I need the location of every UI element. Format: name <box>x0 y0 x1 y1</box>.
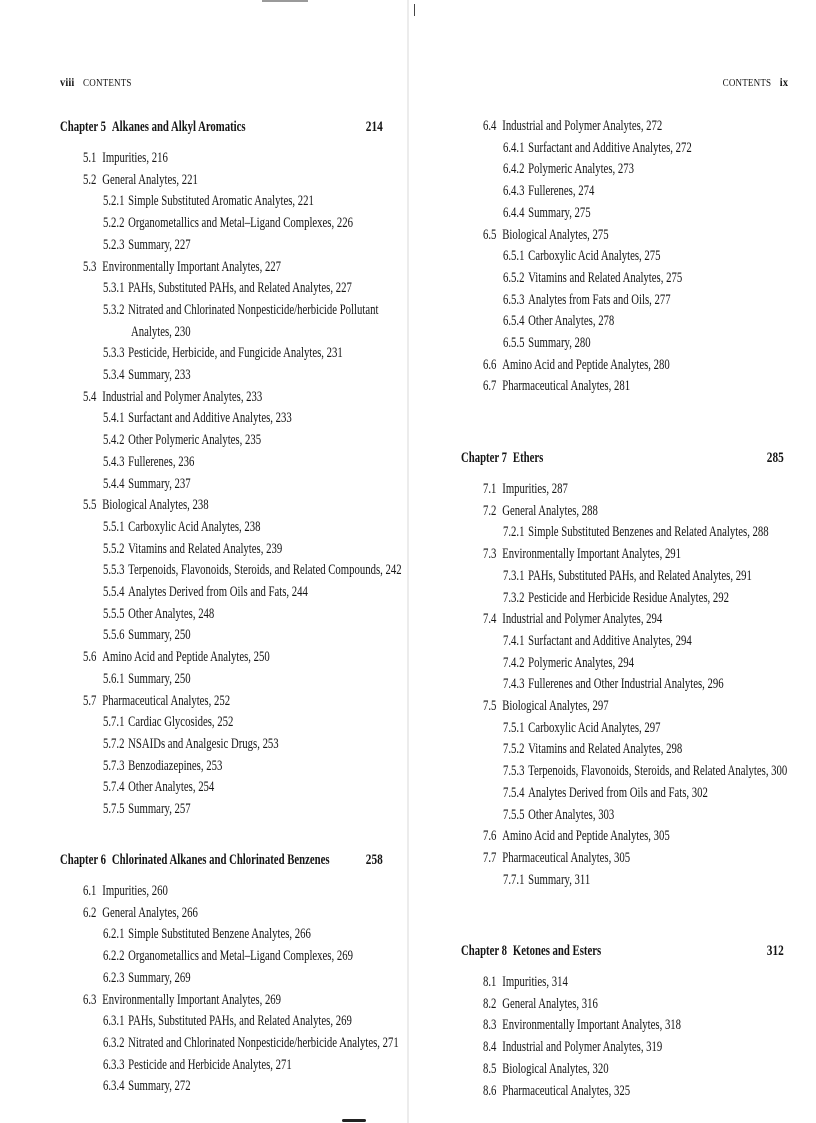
toc-entry <box>483 849 630 867</box>
toc-entry <box>503 589 729 607</box>
toc-entry-text: Fullerenes, 236 <box>128 453 195 470</box>
right-page <box>408 0 816 1123</box>
toc-entry <box>103 301 378 319</box>
toc-entry <box>83 171 198 189</box>
chapter-heading <box>461 449 543 467</box>
toc-entry-text: Amino Acid and Peptide Analytes, 250 <box>102 649 270 666</box>
toc-entry-text: Carboxylic Acid Analytes, 275 <box>528 248 661 265</box>
toc-entry-number: 5.5.5 <box>103 605 125 622</box>
toc-entry-number: 7.5.5 <box>503 806 525 823</box>
toc-entry-number: 7.3 <box>483 546 497 563</box>
toc-entry-number: 6.4.4 <box>503 204 525 221</box>
chapter-label: Chapter 5 <box>60 119 107 135</box>
toc-entry-number: 5.4.3 <box>103 453 125 470</box>
toc-entry-text: Biological Analytes, 297 <box>502 698 609 714</box>
toc-entry-text: General Analytes, 221 <box>102 171 198 188</box>
toc-entry-number: 7.2.1 <box>503 524 525 541</box>
toc-entry <box>103 778 214 796</box>
toc-entry-text: Vitamins and Related Analytes, 275 <box>528 269 683 286</box>
running-head-title: CONTENTS <box>83 78 132 89</box>
toc-entry-text: Pesticide and Herbicide Analytes, 271 <box>128 1056 292 1073</box>
page-folio: ix <box>779 75 788 89</box>
toc-entry-number: 6.2.3 <box>103 969 125 986</box>
toc-entry <box>503 269 682 287</box>
toc-entry-text: Amino Acid and Peptide Analytes, 280 <box>502 356 670 373</box>
toc-entry-number: 6.4 <box>483 118 497 134</box>
toc-entry-text: Benzodiazepines, 253 <box>128 757 223 774</box>
toc-entry-text: Other Polymeric Analytes, 235 <box>128 432 262 449</box>
toc-entry <box>103 626 191 644</box>
chapter-title: Ethers <box>512 450 544 466</box>
toc-entry-number: 8.6 <box>483 1082 497 1099</box>
toc-entry <box>103 713 233 731</box>
toc-entry <box>103 344 343 362</box>
toc-entry-text: Pesticide and Herbicide Residue Analytes, 292 <box>528 589 730 606</box>
toc-entry-number: 5.3.2 <box>103 301 125 318</box>
toc-entry-text: Summary, 237 <box>128 475 191 492</box>
toc-entry <box>483 827 670 845</box>
toc-entry-text: Vitamins and Related Analytes, 298 <box>528 741 683 758</box>
toc-entry <box>503 291 671 309</box>
toc-entry-text: Summary, 272 <box>128 1078 191 1095</box>
toc-entry-text: Summary, 233 <box>128 367 191 383</box>
toc-entry-text: Environmentally Important Analytes, 269 <box>102 991 282 1008</box>
toc-entry <box>483 1016 681 1034</box>
toc-entry-number: 8.5 <box>483 1060 497 1077</box>
toc-entry-text: Summary, 275 <box>528 204 591 221</box>
toc-entry-number: 7.4.3 <box>503 676 525 693</box>
toc-entry <box>103 1034 399 1052</box>
toc-entry-number: 7.3.1 <box>503 567 525 584</box>
toc-entry <box>103 969 191 987</box>
toc-entry <box>503 719 660 737</box>
toc-entry <box>103 366 191 384</box>
toc-entry-text: Simple Substituted Aromatic Analytes, 221 <box>128 193 314 210</box>
toc-entry-text: Other Analytes, 278 <box>528 313 615 330</box>
toc-entry <box>103 583 308 601</box>
chapter-heading <box>60 118 246 136</box>
toc-entry-text: Environmentally Important Analytes, 318 <box>502 1017 682 1034</box>
toc-entry-text: Other Analytes, 254 <box>128 779 215 796</box>
toc-entry-number: 8.1 <box>483 974 497 990</box>
toc-entry-text: Organometallics and Metal–Ligand Complexes, 269 <box>128 948 353 965</box>
toc-entry-number: 7.5.4 <box>503 784 525 801</box>
toc-entry <box>103 453 194 471</box>
toc-entry-number: 7.4 <box>483 611 497 628</box>
toc-entry <box>503 675 724 693</box>
chapter-label: Chapter 8 <box>461 943 508 959</box>
toc-entry-number: 7.6 <box>483 828 497 845</box>
toc-entry-number: 5.6 <box>83 649 97 666</box>
toc-entry <box>503 762 787 780</box>
toc-entry <box>103 947 353 965</box>
toc-entry-number: 6.3 <box>83 991 97 1008</box>
toc-entry <box>103 925 311 943</box>
toc-entry-text: NSAIDs and Analgesic Drugs, 253 <box>128 735 279 752</box>
toc-entry <box>483 1038 662 1056</box>
toc-entry <box>503 160 634 178</box>
toc-entry <box>103 800 191 818</box>
toc-entry-number: 6.5 <box>483 226 497 243</box>
toc-entry-text: Biological Analytes, 238 <box>102 497 209 514</box>
toc-entry <box>503 312 614 330</box>
toc-entry <box>103 1077 191 1095</box>
toc-entry <box>483 545 681 563</box>
toc-entry-number: 5.5.1 <box>103 518 125 535</box>
toc-entry-text: Fullerenes and Other Industrial Analytes, 296 <box>528 676 724 693</box>
toc-entry-number: 7.1 <box>483 481 497 497</box>
toc-entry <box>503 871 590 889</box>
toc-entry <box>103 518 260 536</box>
toc-entry-text: Organometallics and Metal–Ligand Complexes, 226 <box>128 215 353 232</box>
chapter-page-number: 258 <box>366 852 383 868</box>
toc-entry-number: 6.3.1 <box>103 1013 125 1030</box>
toc-entry-text: Analytes Derived from Oils and Fats, 244 <box>128 584 308 600</box>
toc-entry-number: 5.2 <box>83 171 97 188</box>
toc-entry-text: Impurities, 314 <box>502 974 568 990</box>
toc-entry-number: 5.4.1 <box>103 410 125 427</box>
toc-entry-number: 6.2.2 <box>103 948 125 965</box>
toc-entry-number: 6.2 <box>83 904 97 921</box>
toc-entry-text: Summary, 250 <box>128 670 191 687</box>
toc-entry-text: Summary, 250 <box>128 627 191 644</box>
toc-entry-text: Pesticide, Herbicide, and Fungicide Analytes, 231 <box>128 345 343 362</box>
toc-entry-number: 7.7 <box>483 849 497 866</box>
toc-entry-text: Nitrated and Chlorinated Nonpesticide/herbicide Pollutant <box>128 301 379 318</box>
toc-entry <box>503 784 708 802</box>
toc-entry-number: 7.2 <box>483 502 497 519</box>
toc-entry <box>103 475 191 493</box>
toc-entry-number: 5.2.2 <box>103 215 125 232</box>
toc-entry-text: Biological Analytes, 320 <box>502 1060 609 1077</box>
toc-entry <box>483 995 598 1013</box>
chapter-page-number: 312 <box>767 943 784 959</box>
toc-entry-number: 5.7.1 <box>103 714 125 731</box>
toc-entry-text: Other Analytes, 303 <box>528 806 615 823</box>
toc-entry <box>103 279 352 297</box>
toc-entry <box>103 1012 352 1030</box>
toc-entry-number: 5.4.2 <box>103 432 125 449</box>
toc-entry-number: 5.5.3 <box>103 562 125 579</box>
toc-entry <box>103 409 292 427</box>
toc-entry-number: 5.6.1 <box>103 670 125 687</box>
toc-entry-text: Analytes from Fats and Oils, 277 <box>528 291 671 308</box>
toc-entry-number: 6.3.2 <box>103 1034 125 1051</box>
toc-entry <box>503 632 692 650</box>
toc-entry <box>503 247 660 265</box>
chapter-title: Ketones and Esters <box>512 943 602 959</box>
toc-entry-number: 5.2.1 <box>103 193 125 210</box>
toc-entry-text: Summary, 227 <box>128 236 191 253</box>
toc-entry-text: Summary, 280 <box>528 335 591 351</box>
toc-entry-text: Industrial and Polymer Analytes, 319 <box>502 1039 663 1056</box>
toc-entry <box>83 692 230 710</box>
toc-entry-number: 7.4.2 <box>503 654 525 671</box>
toc-entry <box>131 323 191 341</box>
toc-entry-number: 6.5.4 <box>503 313 525 330</box>
toc-entry-text: Simple Substituted Benzenes and Related Analytes, 288 <box>528 524 769 541</box>
toc-entry <box>103 236 191 254</box>
toc-entry-number: 5.3.3 <box>103 345 125 362</box>
toc-entry-text: Other Analytes, 248 <box>128 605 215 622</box>
toc-entry-text: PAHs, Substituted PAHs, and Related Analytes, 227 <box>128 280 352 297</box>
toc-entry-number: 6.6 <box>483 356 497 373</box>
toc-entry <box>483 117 662 135</box>
toc-entry-number: 7.5.1 <box>503 719 525 736</box>
toc-entry <box>503 182 594 200</box>
toc-entry-text: Pharmaceutical Analytes, 281 <box>502 378 631 395</box>
toc-entry-number: 5.7.5 <box>103 801 125 817</box>
chapter-heading <box>60 851 330 869</box>
toc-entry-text: General Analytes, 288 <box>502 502 598 519</box>
toc-entry-text: Surfactant and Additive Analytes, 272 <box>528 139 692 156</box>
toc-entry-text: Surfactant and Additive Analytes, 294 <box>528 632 692 649</box>
toc-entry <box>483 502 598 520</box>
toc-entry <box>103 431 261 449</box>
toc-entry-text: Vitamins and Related Analytes, 239 <box>128 540 283 557</box>
toc-entry-text: Summary, 269 <box>128 969 191 986</box>
toc-entry-number: 5.7 <box>83 692 97 709</box>
toc-entry-number: 6.5.2 <box>503 269 525 286</box>
toc-entry-text: Pharmaceutical Analytes, 325 <box>502 1082 631 1099</box>
toc-entry <box>103 192 314 210</box>
toc-entry-number: 5.7.3 <box>103 757 125 774</box>
toc-entry-text: Analytes Derived from Oils and Fats, 302 <box>528 784 708 801</box>
toc-entry <box>83 904 198 922</box>
toc-entry <box>83 258 281 276</box>
toc-entry-number: 6.3.4 <box>103 1078 125 1095</box>
toc-entry-number: 7.5.2 <box>503 741 525 758</box>
toc-entry <box>483 377 630 395</box>
toc-entry <box>83 882 168 900</box>
toc-entry-number: 6.4.2 <box>503 161 525 178</box>
toc-entry-number: 6.7 <box>483 378 497 395</box>
toc-entry <box>483 226 609 244</box>
toc-entry-number: 7.7.1 <box>503 871 525 888</box>
toc-entry-number: 5.3.4 <box>103 367 125 383</box>
toc-entry-number: 7.3.2 <box>503 589 525 606</box>
toc-entry-number: 8.4 <box>483 1039 497 1056</box>
toc-entry-text: Pharmaceutical Analytes, 252 <box>102 692 231 709</box>
toc-entry-number: 7.5.3 <box>503 763 525 780</box>
toc-entry-number: 5.7.4 <box>103 779 125 796</box>
toc-entry <box>103 735 279 753</box>
toc-entry-text: Amino Acid and Peptide Analytes, 305 <box>502 828 670 845</box>
toc-entry-text: Carboxylic Acid Analytes, 238 <box>128 518 261 535</box>
toc-entry <box>103 540 282 558</box>
toc-entry-text: Terpenoids, Flavonoids, Steroids, and Related Compounds, 242 <box>128 562 402 579</box>
toc-entry-text: Environmentally Important Analytes, 291 <box>502 546 682 563</box>
toc-entry-text: Biological Analytes, 275 <box>502 226 609 243</box>
toc-entry-number: 5.5.4 <box>103 584 125 600</box>
toc-entry <box>503 334 591 352</box>
toc-entry-text: Cardiac Glycosides, 252 <box>128 714 234 731</box>
toc-entry <box>503 204 591 222</box>
toc-entry-text: PAHs, Substituted PAHs, and Related Analytes, 291 <box>528 567 752 584</box>
toc-entry-number: 7.4.1 <box>503 632 525 649</box>
toc-entry-number: 6.3.3 <box>103 1056 125 1073</box>
toc-entry-number: 6.5.5 <box>503 335 525 351</box>
toc-entry-text: Surfactant and Additive Analytes, 233 <box>128 410 292 427</box>
toc-entry <box>83 496 209 514</box>
toc-entry <box>103 1056 292 1074</box>
toc-entry-number: 5.4.4 <box>103 475 125 492</box>
toc-entry <box>83 149 168 167</box>
toc-entry-number: 6.4.3 <box>503 183 525 200</box>
toc-entry <box>83 648 270 666</box>
toc-entry-text: Impurities, 260 <box>102 883 168 899</box>
toc-entry-text: Summary, 311 <box>528 871 591 888</box>
toc-entry <box>483 697 609 715</box>
toc-entry-number: 5.7.2 <box>103 735 125 752</box>
toc-entry-number: 5.5 <box>83 497 97 514</box>
toc-entry <box>483 1082 630 1100</box>
chapter-page-number: 285 <box>767 450 784 466</box>
toc-entry <box>503 567 752 585</box>
toc-entry <box>103 605 214 623</box>
toc-entry-number: 5.3 <box>83 258 97 275</box>
page-folio: viii <box>60 75 75 89</box>
toc-entry <box>83 991 281 1009</box>
toc-entry-number: 6.2.1 <box>103 926 125 943</box>
running-head-left <box>60 75 132 90</box>
toc-entry-text: Industrial and Polymer Analytes, 294 <box>502 611 663 628</box>
toc-entry-text: Industrial and Polymer Analytes, 272 <box>502 118 663 134</box>
toc-entry-text: Analytes, 230 <box>131 323 191 340</box>
toc-entry-number: 6.4.1 <box>503 139 525 156</box>
toc-entry <box>503 806 614 824</box>
toc-entry-number: 5.5.2 <box>103 540 125 557</box>
toc-entry-text: General Analytes, 266 <box>102 904 198 921</box>
running-head-right <box>722 75 788 90</box>
toc-entry-number: 5.5.6 <box>103 627 125 644</box>
toc-entry <box>483 356 670 374</box>
toc-entry-number: 5.4 <box>83 388 97 405</box>
toc-entry-text: Impurities, 216 <box>102 150 168 166</box>
toc-entry <box>483 1060 609 1078</box>
toc-entry-text: Terpenoids, Flavonoids, Steroids, and Related Analytes, 300 <box>528 763 788 780</box>
toc-entry <box>503 523 769 541</box>
toc-entry <box>103 214 353 232</box>
chapter-heading <box>461 942 601 960</box>
toc-entry <box>483 610 662 628</box>
toc-entry <box>483 480 568 498</box>
toc-entry <box>103 561 402 579</box>
toc-entry <box>83 388 262 406</box>
toc-entry-text: Nitrated and Chlorinated Nonpesticide/herbicide Analytes, 271 <box>128 1034 399 1051</box>
toc-entry <box>483 973 568 991</box>
toc-entry <box>503 654 634 672</box>
chapter-page-number: 214 <box>366 119 383 135</box>
toc-entry-text: Simple Substituted Benzene Analytes, 266 <box>128 926 311 943</box>
toc-entry-text: Pharmaceutical Analytes, 305 <box>502 849 631 866</box>
toc-entry <box>103 670 191 688</box>
toc-entry-number: 7.5 <box>483 698 497 714</box>
toc-entry-text: Polymeric Analytes, 294 <box>528 654 634 671</box>
chapter-title: Alkanes and Alkyl Aromatics <box>111 119 246 135</box>
toc-entry-text: Summary, 257 <box>128 801 191 817</box>
toc-entry-number: 5.2.3 <box>103 236 125 253</box>
toc-entry-text: Environmentally Important Analytes, 227 <box>102 258 282 275</box>
toc-entry-text: Impurities, 287 <box>502 481 568 497</box>
toc-entry-text: Industrial and Polymer Analytes, 233 <box>102 388 263 405</box>
toc-entry-text: Polymeric Analytes, 273 <box>528 161 634 178</box>
toc-entry-text: General Analytes, 316 <box>502 995 598 1012</box>
toc-entry-text: PAHs, Substituted PAHs, and Related Analytes, 269 <box>128 1013 352 1030</box>
toc-entry-number: 6.1 <box>83 883 97 899</box>
toc-entry-number: 8.2 <box>483 995 497 1012</box>
toc-entry-number: 5.3.1 <box>103 280 125 297</box>
toc-entry-number: 6.5.1 <box>503 248 525 265</box>
toc-entry <box>103 757 222 775</box>
chapter-label: Chapter 7 <box>461 450 508 466</box>
toc-entry-number: 6.5.3 <box>503 291 525 308</box>
running-head-title: CONTENTS <box>722 78 772 89</box>
chapter-label: Chapter 6 <box>60 852 107 868</box>
toc-entry-text: Carboxylic Acid Analytes, 297 <box>528 719 661 736</box>
toc-entry <box>503 139 692 157</box>
toc-entry <box>503 740 682 758</box>
toc-entry-text: Fullerenes, 274 <box>528 183 595 200</box>
toc-entry-number: 5.1 <box>83 150 97 166</box>
toc-entry-number: 8.3 <box>483 1017 497 1034</box>
chapter-title: Chlorinated Alkanes and Chlorinated Benzenes <box>111 852 330 868</box>
